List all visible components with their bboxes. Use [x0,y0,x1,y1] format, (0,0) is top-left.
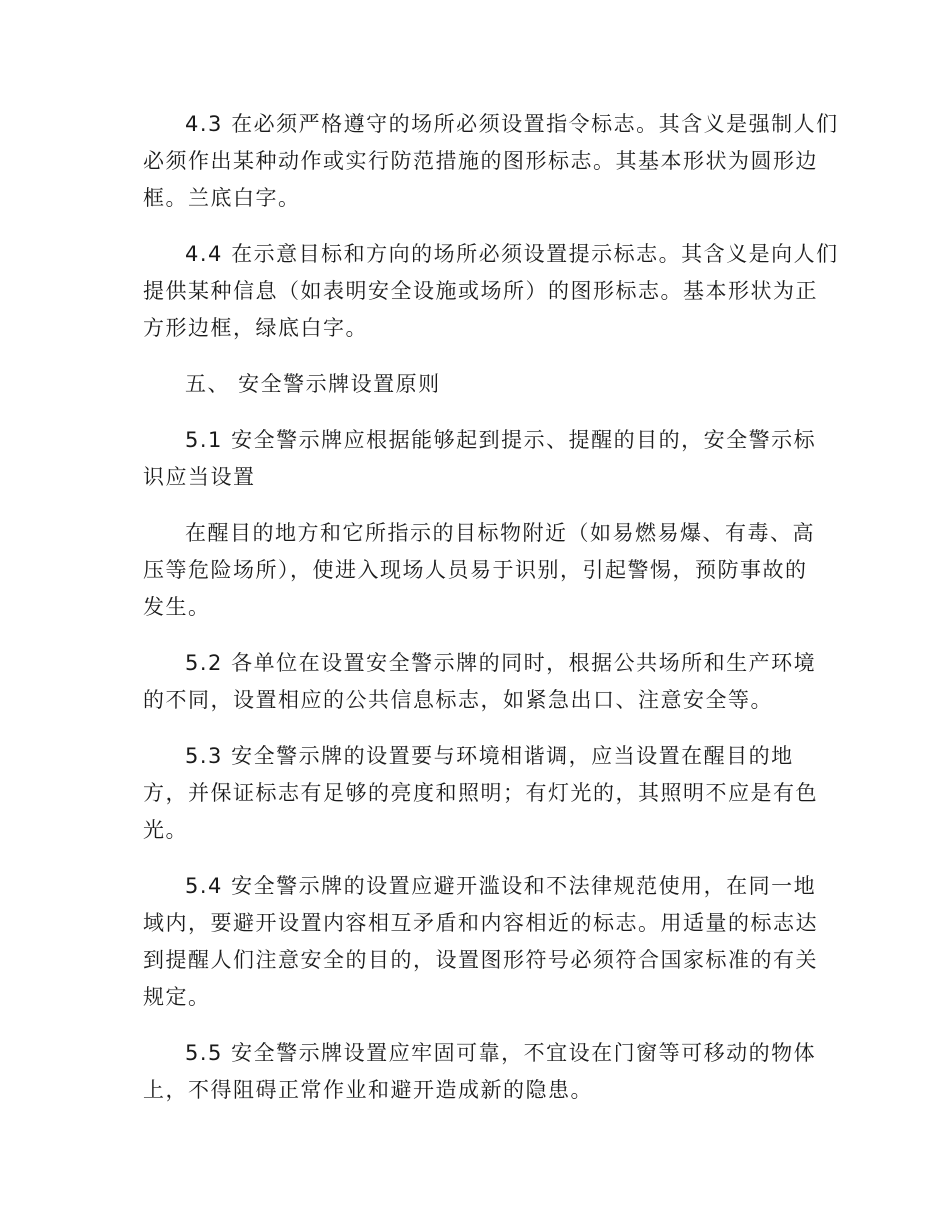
text-line: 5.5 安全警示牌设置应牢固可靠，不宜设在门窗等可移动的物体 [185,1041,817,1065]
text-line: 5.4 安全警示牌的设置应避开滥设和不法律规范使用，在同一地 [185,874,817,898]
paragraph-4-4 [143,236,839,347]
paragraph-4-3 [143,106,839,217]
text-line: 方，并保证标志有足够的亮度和照明；有灯光的，其照明不应是有色 [143,781,818,805]
text-line: 到提醒人们注意安全的目的，设置图形符号必须符合国家标准的有关 [143,948,818,972]
text-line: 规定。 [143,985,211,1009]
text-line: 4.4 在示意目标和方向的场所必须设置提示标志。其含义是向人们 [185,242,839,266]
text-line: 域内，要避开设置内容相互矛盾和内容相近的标志。用适量的标志达 [143,911,818,935]
text-line: 5.2 各单位在设置安全警示牌的同时，根据公共场所和生产环境 [185,651,817,675]
text-line: 上，不得阻碍正常作业和避开造成新的隐患。 [143,1078,593,1102]
section-heading-text: 五、 安全警示牌设置原则 [185,372,441,396]
text-line: 5.3 安全警示牌的设置要与环境相谐调，应当设置在醒目的地 [185,744,794,768]
document-page [143,106,839,1128]
text-line: 识应当设置 [143,465,256,489]
text-line: 4.3 在必须严格遵守的场所必须设置指令标志。其含义是强制人们 [185,112,839,136]
text-line: 提供某种信息（如表明安全设施或场所）的图形标志。基本形状为正 [143,279,818,303]
paragraph-5-2 [143,645,817,719]
text-line: 发生。 [143,595,211,619]
paragraph-5-1 [143,422,817,496]
paragraph-5-3 [143,738,818,849]
text-line: 5.1 安全警示牌应根据能够起到提示、提醒的目的，安全警示标 [185,428,817,452]
text-line: 的不同，设置相应的公共信息标志，如紧急出口、注意安全等。 [143,688,773,712]
paragraph-5-1-continued [143,515,813,626]
text-line: 在醒目的地方和它所指示的目标物附近（如易燃易爆、有毒、高 [185,521,815,545]
text-line: 方形边框，绿底白字。 [143,316,368,340]
text-line: 必须作出某种动作或实行防范措施的图形标志。其基本形状为圆形边 [143,149,818,173]
section-heading-5 [143,366,813,403]
text-line: 光。 [143,818,188,842]
text-line: 压等危险场所），使进入现场人员易于识别，引起警惕，预防事故的 [143,558,808,582]
paragraph-5-4 [143,868,818,1016]
paragraph-5-5 [143,1035,817,1109]
text-line: 框。兰底白字。 [143,186,301,210]
